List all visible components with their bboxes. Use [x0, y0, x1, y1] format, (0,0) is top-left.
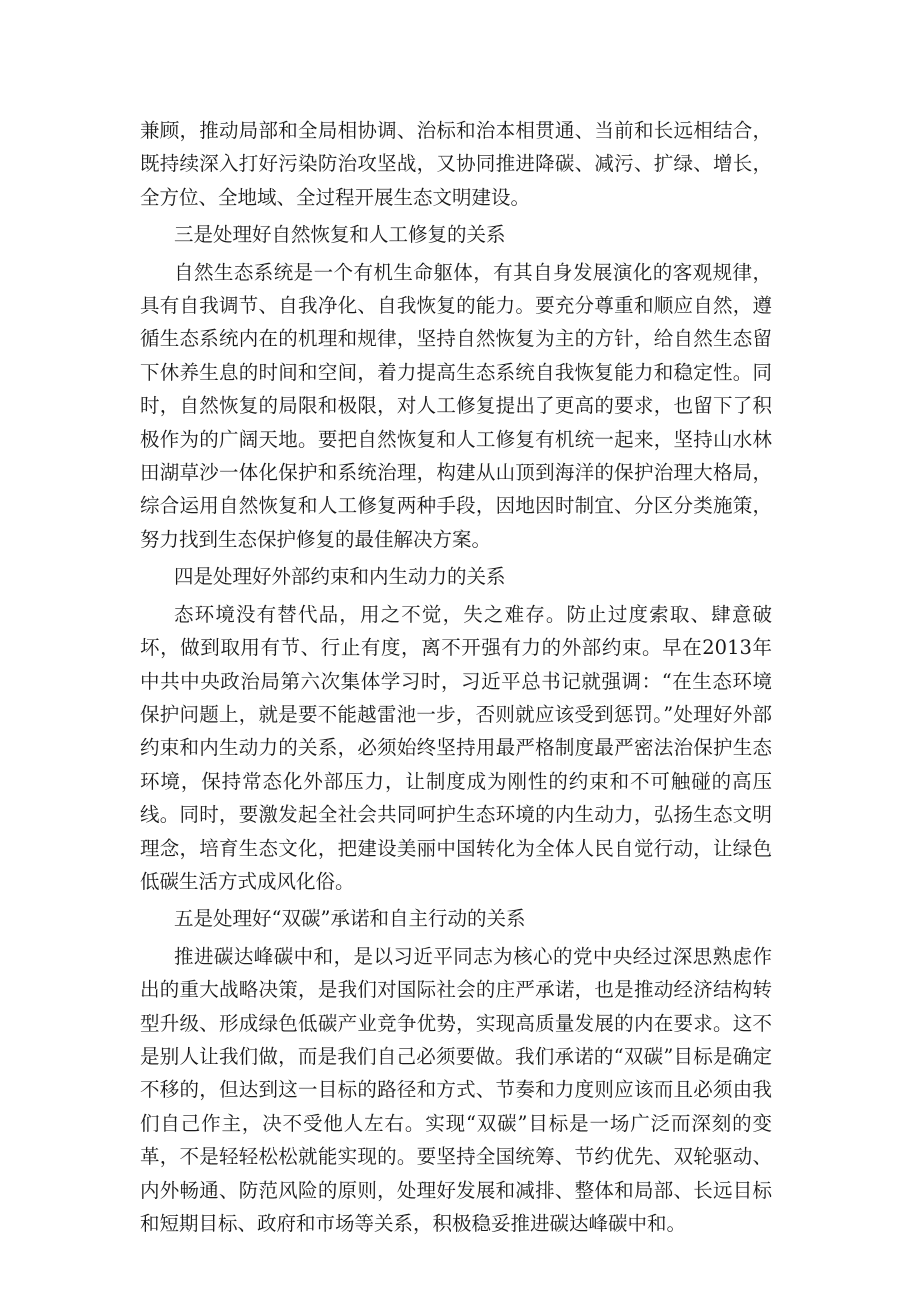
section-heading-4: 四是处理好外部约束和内生动力的关系 [174, 565, 506, 589]
section-heading-5: 五是处理好“双碳”承诺和自主行动的关系 [174, 907, 526, 931]
paragraph-section-5: 推进碳达峰碳中和，是以习近平同志为核心的党中央经过深思熟虑作出的重大战略决策，是我们对国际社会的庄严承诺，也是推动经济结构转型升级、形成绿色低碳产业竞争优势，实现高质量发展的内在要求。这不是别人让我们做，而是我们自己必须要做。我们承诺的“双碳”目标是确定不移的，但达到这一目标的路径和方式、节奏和力度则应该而且必须由我们自己作主，决不受他人左右。实现“双碳”目标是一场广泛而深刻的变革，不是轻轻松松就能实现的。要坚持全国统筹、节约优先、双轮驱动、内外畅通、防范风险的原则，处理好发展和减排、整体和局部、长远目标和短期目标、政府和市场等关系，积极稳妥推进碳达峰碳中和。 [140, 944, 772, 1235]
paragraph-continued: 兼顾，推动局部和全局相协调、治标和治本相贯通、当前和长远相结合，既持续深入打好污染防治攻坚战，又协同推进降碳、减污、扩绿、增长，全方位、全地域、全过程开展生态文明建设。 [140, 119, 772, 209]
paragraph-section-4: 态环境没有替代品，用之不觉，失之难存。防止过度索取、肆意破坏，做到取用有节、行止有度，离不开强有力的外部约束。早在2013年中共中央政治局第六次集体学习时，习近平总书记就强调：“在生态环境保护问题上，就是要不能越雷池一步，否则就应该受到惩罚。”处理好外部约束和内生动力的关系，必须始终坚持用最严格制度最严密法治保护生态环境，保持常态化外部压力，让制度成为刚性的约束和不可触碰的高压线。同时，要激发起全社会共同呵护生态环境的内生动力，弘扬生态文明理念，培育生态文化，把建设美丽中国转化为全体人民自觉行动，让绿色低碳生活方式成风化俗。 [140, 602, 772, 893]
paragraph-section-3: 自然生态系统是一个有机生命躯体，有其自身发展演化的客观规律，具有自我调节、自我净化、自我恢复的能力。要充分尊重和顺应自然，遵循生态系统内在的机理和规律，坚持自然恢复为主的方针，给自然生态留下休养生息的时间和空间，着力提高生态系统自我恢复能力和稳定性。同时，自然恢复的局限和极限，对人工修复提出了更高的要求，也留下了积极作为的广阔天地。要把自然恢复和人工修复有机统一起来，坚持山水林田湖草沙一体化保护和系统治理，构建从山顶到海洋的保护治理大格局，综合运用自然恢复和人工修复两种手段，因地因时制宜、分区分类施策，努力找到生态保护修复的最佳解决方案。 [140, 260, 772, 551]
document-body [140, 114, 772, 1244]
section-heading-3: 三是处理好自然恢复和人工修复的关系 [174, 223, 506, 247]
